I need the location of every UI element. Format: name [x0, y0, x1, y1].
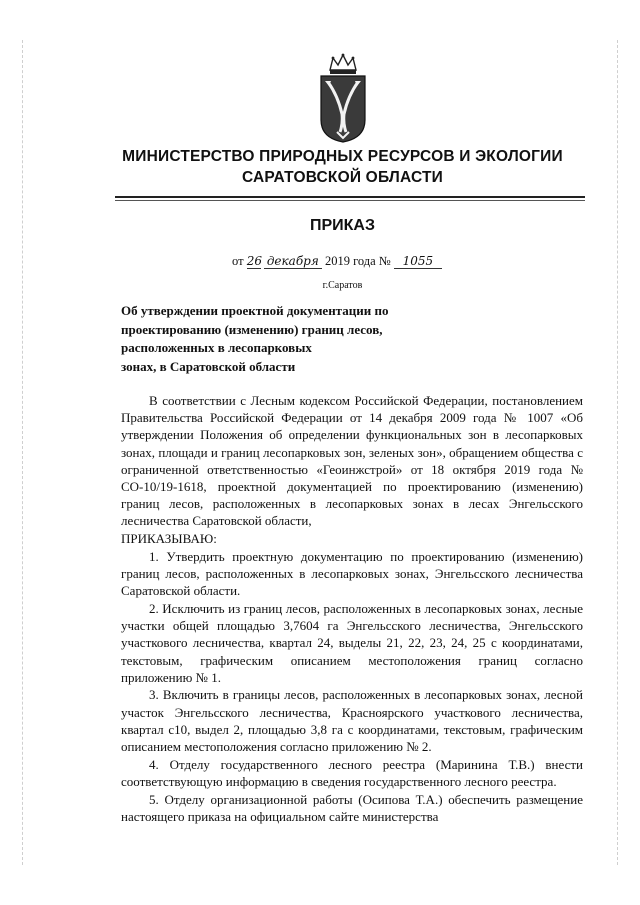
- order-item-2: 2. Исключить из границ лесов, расположенных в лесопарковых зонах, лесные участки общей площадью 3,7604 га Энгельсского лесничества, Энгельсского участкового лесничества, квартал 24, выделы 21, 22, 23, 24, 25 с координатами, текстовым, графическим описанием местоположения границ согласно приложению № 1.: [121, 600, 583, 685]
- scan-edge-right: [617, 40, 618, 865]
- ministry-name-line2: САРАТОВСКОЙ ОБЛАСТИ: [241, 169, 443, 186]
- order-number-handwritten: 1055: [394, 254, 442, 269]
- order-directive: ПРИКАЗЫВАЮ:: [121, 531, 217, 547]
- subject-line: проектированию (изменению) границ лесов,: [121, 321, 383, 337]
- date-day-handwritten: 26: [246, 254, 262, 268]
- order-item-1: 1. Утвердить проектную документацию по проектированию (изменению) границ лесов, расположенных в лесопарковых зонах, Энгельсского лесничества Саратовской области.: [121, 548, 583, 599]
- order-body: [121, 392, 583, 825]
- date-month-handwritten: декабря: [264, 254, 322, 269]
- preamble-paragraph: В соответствии с Лесным кодексом Российской Федерации, постановлением Правительства Российской Федерации от 14 декабря 2009 года № 1007 «Об утверждении Положения об определении функциональных зон в лесопарковых зонах, площади и границ лесопарковых зон, зеленых зон», обращением общества с ограниченной ответственностью «Геоинжстрой» от 18 октября 2019 года № СО-10/19-1618, проектной документацией по проектированию (изменению) границ лесов, расположенных в лесопарковых зонах в лесах Энгельсского лесничества Саратовской области,: [121, 393, 583, 529]
- order-item-3: 3. Включить в границы лесов, расположенных в лесопарковых зонах, лесной участок Энгельсского лесничества, Красноярского участкового лесничества, квартал с10, выдел 2, площадью 3,8 га с координатами, текстовым, графическим описанием местоположения согласно приложению № 2.: [121, 687, 583, 755]
- date-year: 2019 года №: [324, 254, 391, 268]
- ministry-name-line1: МИНИСТЕРСТВО ПРИРОДНЫХ РЕСУРСОВ И ЭКОЛОГИИ: [122, 148, 563, 165]
- order-date-line: [232, 254, 442, 269]
- order-city: г.Саратов: [322, 280, 363, 291]
- saratov-region-coat-of-arms-icon: [318, 52, 368, 144]
- subject-line: расположенных в лесопарковых: [121, 340, 312, 355]
- subject-line: Об утверждении проектной документации по: [121, 303, 389, 318]
- order-title: ПРИКАЗ: [309, 217, 375, 234]
- order-subject: [121, 302, 421, 376]
- order-item-5: 5. Отделу организационной работы (Осипова Т.А.) обеспечить размещение настоящего приказа на официальном сайте министерства: [121, 791, 583, 824]
- subject-line: зонах, в Саратовской области: [121, 358, 296, 374]
- header-divider-thick: [115, 196, 585, 198]
- date-prefix: от: [232, 254, 244, 268]
- scan-edge-left: [22, 40, 23, 865]
- order-item-4: 4. Отделу государственного лесного реестра (Маринина Т.В.) внести соответствующую информацию в сведения государственного лесного реестра.: [121, 756, 583, 789]
- header-divider-thin: [115, 200, 585, 201]
